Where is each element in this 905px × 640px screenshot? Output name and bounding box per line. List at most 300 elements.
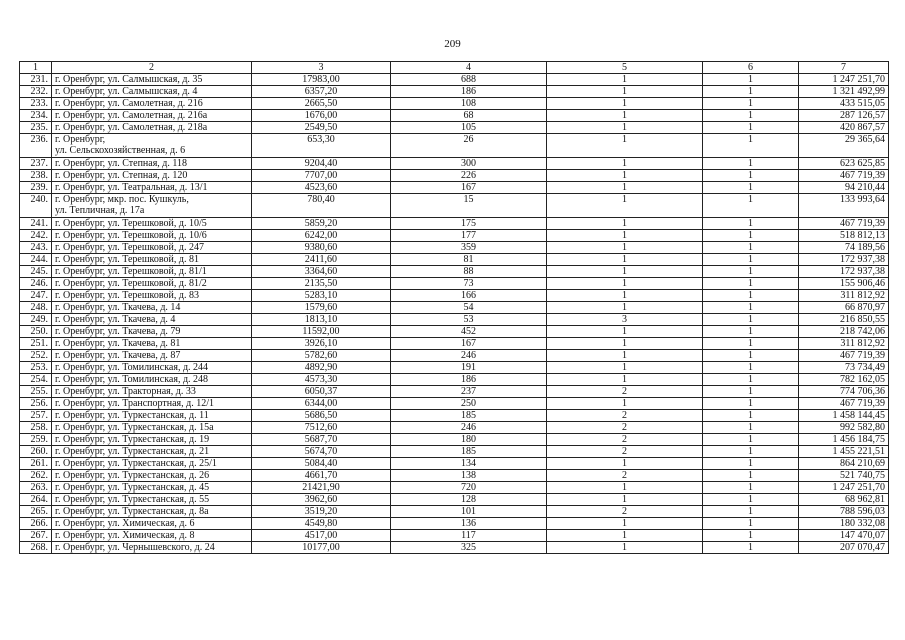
amount-cell: 864 210,69	[799, 458, 889, 470]
amount-cell: 74 189,56	[799, 242, 889, 254]
area-cell: 2549,50	[252, 122, 391, 134]
table-row	[20, 482, 889, 494]
count-cell: 88	[391, 266, 547, 278]
col5-cell: 1	[547, 362, 703, 374]
amount-cell: 1 321 492,99	[799, 86, 889, 98]
col6-cell: 1	[703, 518, 799, 530]
row-index-cell: 242.	[20, 230, 52, 242]
table-row	[20, 374, 889, 386]
col6-cell: 1	[703, 350, 799, 362]
col5-cell: 2	[547, 422, 703, 434]
col5-cell: 2	[547, 506, 703, 518]
row-index-cell: 235.	[20, 122, 52, 134]
table-row	[20, 86, 889, 98]
row-index-cell: 257.	[20, 410, 52, 422]
amount-cell: 172 937,38	[799, 266, 889, 278]
col6-cell: 1	[703, 122, 799, 134]
row-index-cell: 251.	[20, 338, 52, 350]
amount-cell: 147 470,07	[799, 530, 889, 542]
page-number: 209	[444, 38, 461, 50]
amount-cell: 1 456 184,75	[799, 434, 889, 446]
area-cell: 3364,60	[252, 266, 391, 278]
table-row	[20, 302, 889, 314]
table-row	[20, 446, 889, 458]
col5-cell: 1	[547, 86, 703, 98]
count-cell: 720	[391, 482, 547, 494]
address-cell: г. Оренбург, ул. Терешковой, д. 81/2	[52, 278, 252, 290]
amount-cell: 29 365,64	[799, 134, 889, 158]
address-cell: г. Оренбург, ул. Тракторная, д. 33	[52, 386, 252, 398]
count-cell: 108	[391, 98, 547, 110]
amount-cell: 992 582,80	[799, 422, 889, 434]
table-row	[20, 254, 889, 266]
count-cell: 185	[391, 410, 547, 422]
amount-cell: 133 993,64	[799, 194, 889, 218]
col6-cell: 1	[703, 326, 799, 338]
amount-cell: 467 719,39	[799, 218, 889, 230]
amount-cell: 467 719,39	[799, 350, 889, 362]
row-index-cell: 266.	[20, 518, 52, 530]
area-cell: 5674,70	[252, 446, 391, 458]
amount-cell: 68 962,81	[799, 494, 889, 506]
area-cell: 9380,60	[252, 242, 391, 254]
table-row	[20, 98, 889, 110]
count-cell: 54	[391, 302, 547, 314]
amount-cell: 433 515,05	[799, 98, 889, 110]
table-row	[20, 242, 889, 254]
row-index-cell: 254.	[20, 374, 52, 386]
col5-cell: 1	[547, 542, 703, 554]
count-cell: 300	[391, 158, 547, 170]
col5-cell: 1	[547, 350, 703, 362]
col5-cell: 1	[547, 518, 703, 530]
column-header: 2	[52, 62, 252, 74]
table-row	[20, 422, 889, 434]
address-cell: г. Оренбург, ул. Терешковой, д. 247	[52, 242, 252, 254]
row-index-cell: 268.	[20, 542, 52, 554]
area-cell: 5687,70	[252, 434, 391, 446]
row-index-cell: 264.	[20, 494, 52, 506]
count-cell: 53	[391, 314, 547, 326]
row-index-cell: 255.	[20, 386, 52, 398]
table-row	[20, 266, 889, 278]
row-index-cell: 256.	[20, 398, 52, 410]
col6-cell: 1	[703, 86, 799, 98]
table-row	[20, 194, 889, 218]
table-row	[20, 542, 889, 554]
address-cell: г. Оренбург, ул. Туркестанская, д. 25/1	[52, 458, 252, 470]
col6-cell: 1	[703, 110, 799, 122]
table-row	[20, 218, 889, 230]
address-cell: г. Оренбург, ул. Терешковой, д. 10/5	[52, 218, 252, 230]
count-cell: 186	[391, 86, 547, 98]
row-index-cell: 232.	[20, 86, 52, 98]
amount-cell: 1 247 251,70	[799, 74, 889, 86]
col5-cell: 1	[547, 122, 703, 134]
amount-cell: 623 625,85	[799, 158, 889, 170]
area-cell: 2411,60	[252, 254, 391, 266]
address-cell: г. Оренбург, ул. Терешковой, д. 81/1	[52, 266, 252, 278]
address-cell: г. Оренбург, ул. Ткачева, д. 81	[52, 338, 252, 350]
address-cell: г. Оренбург, ул. Ткачева, д. 79	[52, 326, 252, 338]
table-body	[20, 74, 889, 554]
amount-cell: 521 740,75	[799, 470, 889, 482]
col6-cell: 1	[703, 158, 799, 170]
col5-cell: 1	[547, 110, 703, 122]
col6-cell: 1	[703, 266, 799, 278]
address-cell: г. Оренбург, ул. Туркестанская, д. 21	[52, 446, 252, 458]
area-cell: 5686,50	[252, 410, 391, 422]
count-cell: 136	[391, 518, 547, 530]
col6-cell: 1	[703, 446, 799, 458]
table-row	[20, 338, 889, 350]
column-header: 4	[391, 62, 547, 74]
col5-cell: 2	[547, 470, 703, 482]
area-cell: 5859,20	[252, 218, 391, 230]
count-cell: 73	[391, 278, 547, 290]
table-row	[20, 386, 889, 398]
address-cell: г. Оренбург, ул. Самолетная, д. 218а	[52, 122, 252, 134]
table-row	[20, 518, 889, 530]
address-cell: г. Оренбург, ул. Терешковой, д. 81	[52, 254, 252, 266]
count-cell: 166	[391, 290, 547, 302]
col5-cell: 3	[547, 314, 703, 326]
amount-cell: 467 719,39	[799, 170, 889, 182]
col5-cell: 2	[547, 446, 703, 458]
area-cell: 6050,37	[252, 386, 391, 398]
count-cell: 15	[391, 194, 547, 218]
row-index-cell: 238.	[20, 170, 52, 182]
table-row	[20, 326, 889, 338]
address-cell: г. Оренбург, ул. Салмышская, д. 4	[52, 86, 252, 98]
col6-cell: 1	[703, 530, 799, 542]
col5-cell: 1	[547, 218, 703, 230]
amount-cell: 311 812,92	[799, 338, 889, 350]
col6-cell: 1	[703, 410, 799, 422]
col5-cell: 1	[547, 398, 703, 410]
count-cell: 452	[391, 326, 547, 338]
address-cell: г. Оренбург, мкр. пос. Кушкуль, ул. Тепличная, д. 17а	[52, 194, 252, 218]
count-cell: 128	[391, 494, 547, 506]
col5-cell: 1	[547, 494, 703, 506]
count-cell: 688	[391, 74, 547, 86]
col6-cell: 1	[703, 386, 799, 398]
area-cell: 5283,10	[252, 290, 391, 302]
col5-cell: 1	[547, 530, 703, 542]
count-cell: 175	[391, 218, 547, 230]
table-row	[20, 398, 889, 410]
row-index-cell: 250.	[20, 326, 52, 338]
amount-cell: 788 596,03	[799, 506, 889, 518]
row-index-cell: 247.	[20, 290, 52, 302]
count-cell: 105	[391, 122, 547, 134]
area-cell: 1676,00	[252, 110, 391, 122]
table-row	[20, 182, 889, 194]
col6-cell: 1	[703, 194, 799, 218]
col5-cell: 2	[547, 386, 703, 398]
table-row	[20, 530, 889, 542]
col5-cell: 2	[547, 410, 703, 422]
area-cell: 3926,10	[252, 338, 391, 350]
table-row	[20, 134, 889, 158]
col5-cell: 1	[547, 98, 703, 110]
col6-cell: 1	[703, 494, 799, 506]
col5-cell: 1	[547, 170, 703, 182]
col6-cell: 1	[703, 302, 799, 314]
amount-cell: 1 458 144,45	[799, 410, 889, 422]
col6-cell: 1	[703, 254, 799, 266]
col6-cell: 1	[703, 182, 799, 194]
address-cell: г. Оренбург, ул. Театральная, д. 13/1	[52, 182, 252, 194]
address-cell: г. Оренбург, ул. Терешковой, д. 83	[52, 290, 252, 302]
amount-cell: 94 210,44	[799, 182, 889, 194]
area-cell: 4517,00	[252, 530, 391, 542]
address-cell: г. Оренбург, ул. Ткачева, д. 4	[52, 314, 252, 326]
row-index-cell: 244.	[20, 254, 52, 266]
area-cell: 3962,60	[252, 494, 391, 506]
address-cell: г. Оренбург, ул. Сельскохозяйственная, д. 6	[52, 134, 252, 158]
count-cell: 325	[391, 542, 547, 554]
count-cell: 167	[391, 182, 547, 194]
area-cell: 4892,90	[252, 362, 391, 374]
address-cell: г. Оренбург, ул. Химическая, д. 6	[52, 518, 252, 530]
address-cell: г. Оренбург, ул. Самолетная, д. 216	[52, 98, 252, 110]
count-cell: 180	[391, 434, 547, 446]
row-index-cell: 249.	[20, 314, 52, 326]
col6-cell: 1	[703, 434, 799, 446]
area-cell: 7512,60	[252, 422, 391, 434]
col6-cell: 1	[703, 482, 799, 494]
address-cell: г. Оренбург, ул. Томилинская, д. 244	[52, 362, 252, 374]
count-cell: 191	[391, 362, 547, 374]
address-cell: г. Оренбург, ул. Ткачева, д. 14	[52, 302, 252, 314]
col5-cell: 1	[547, 458, 703, 470]
area-cell: 653,30	[252, 134, 391, 158]
table-row	[20, 350, 889, 362]
col6-cell: 1	[703, 278, 799, 290]
area-cell: 10177,00	[252, 542, 391, 554]
area-cell: 9204,40	[252, 158, 391, 170]
table-row	[20, 470, 889, 482]
row-index-cell: 262.	[20, 470, 52, 482]
address-cell: г. Оренбург, ул. Туркестанская, д. 19	[52, 434, 252, 446]
col5-cell: 1	[547, 242, 703, 254]
address-cell: г. Оренбург, ул. Томилинская, д. 248	[52, 374, 252, 386]
row-index-cell: 246.	[20, 278, 52, 290]
column-header: 6	[703, 62, 799, 74]
column-header: 7	[799, 62, 889, 74]
column-number-row	[20, 62, 889, 74]
area-cell: 7707,00	[252, 170, 391, 182]
col6-cell: 1	[703, 134, 799, 158]
row-index-cell: 237.	[20, 158, 52, 170]
area-cell: 2135,50	[252, 278, 391, 290]
count-cell: 68	[391, 110, 547, 122]
amount-cell: 420 867,57	[799, 122, 889, 134]
area-cell: 780,40	[252, 194, 391, 218]
row-index-cell: 234.	[20, 110, 52, 122]
column-header: 1	[20, 62, 52, 74]
count-cell: 237	[391, 386, 547, 398]
amount-cell: 73 734,49	[799, 362, 889, 374]
address-cell: г. Оренбург, ул. Степная, д. 120	[52, 170, 252, 182]
col5-cell: 1	[547, 482, 703, 494]
table-row	[20, 434, 889, 446]
row-index-cell: 267.	[20, 530, 52, 542]
address-cell: г. Оренбург, ул. Туркестанская, д. 45	[52, 482, 252, 494]
address-cell: г. Оренбург, ул. Терешковой, д. 10/6	[52, 230, 252, 242]
area-cell: 5084,40	[252, 458, 391, 470]
row-index-cell: 248.	[20, 302, 52, 314]
col5-cell: 1	[547, 278, 703, 290]
table-row	[20, 362, 889, 374]
row-index-cell: 245.	[20, 266, 52, 278]
table-row	[20, 278, 889, 290]
area-cell: 21421,90	[252, 482, 391, 494]
address-cell: г. Оренбург, ул. Степная, д. 118	[52, 158, 252, 170]
row-index-cell: 233.	[20, 98, 52, 110]
row-index-cell: 260.	[20, 446, 52, 458]
table-row	[20, 74, 889, 86]
area-cell: 1579,60	[252, 302, 391, 314]
amount-cell: 66 870,97	[799, 302, 889, 314]
area-cell: 4661,70	[252, 470, 391, 482]
address-cell: г. Оренбург, ул. Туркестанская, д. 55	[52, 494, 252, 506]
col6-cell: 1	[703, 458, 799, 470]
col5-cell: 2	[547, 434, 703, 446]
address-cell: г. Оренбург, ул. Самолетная, д. 216а	[52, 110, 252, 122]
count-cell: 186	[391, 374, 547, 386]
count-cell: 134	[391, 458, 547, 470]
col5-cell: 1	[547, 290, 703, 302]
count-cell: 250	[391, 398, 547, 410]
column-header: 3	[252, 62, 391, 74]
row-index-cell: 265.	[20, 506, 52, 518]
col6-cell: 1	[703, 74, 799, 86]
count-cell: 246	[391, 350, 547, 362]
area-cell: 6357,20	[252, 86, 391, 98]
table-row	[20, 458, 889, 470]
count-cell: 185	[391, 446, 547, 458]
col6-cell: 1	[703, 338, 799, 350]
col6-cell: 1	[703, 374, 799, 386]
address-cell: г. Оренбург, ул. Транспортная, д. 12/1	[52, 398, 252, 410]
count-cell: 101	[391, 506, 547, 518]
row-index-cell: 252.	[20, 350, 52, 362]
amount-cell: 180 332,08	[799, 518, 889, 530]
col5-cell: 1	[547, 182, 703, 194]
col6-cell: 1	[703, 98, 799, 110]
row-index-cell: 239.	[20, 182, 52, 194]
col5-cell: 1	[547, 230, 703, 242]
address-cell: г. Оренбург, ул. Ткачева, д. 87	[52, 350, 252, 362]
address-cell: г. Оренбург, ул. Туркестанская, д. 8а	[52, 506, 252, 518]
col6-cell: 1	[703, 242, 799, 254]
amount-cell: 467 719,39	[799, 398, 889, 410]
area-cell: 5782,60	[252, 350, 391, 362]
amount-cell: 155 906,46	[799, 278, 889, 290]
col5-cell: 1	[547, 134, 703, 158]
col6-cell: 1	[703, 230, 799, 242]
amount-cell: 216 850,55	[799, 314, 889, 326]
count-cell: 226	[391, 170, 547, 182]
row-index-cell: 231.	[20, 74, 52, 86]
area-cell: 6242,00	[252, 230, 391, 242]
table-row	[20, 158, 889, 170]
count-cell: 138	[391, 470, 547, 482]
area-cell: 4573,30	[252, 374, 391, 386]
col6-cell: 1	[703, 218, 799, 230]
col6-cell: 1	[703, 362, 799, 374]
area-cell: 11592,00	[252, 326, 391, 338]
col5-cell: 1	[547, 302, 703, 314]
col6-cell: 1	[703, 470, 799, 482]
amount-cell: 287 126,57	[799, 110, 889, 122]
amount-cell: 207 070,47	[799, 542, 889, 554]
address-cell: г. Оренбург, ул. Туркестанская, д. 11	[52, 410, 252, 422]
col6-cell: 1	[703, 506, 799, 518]
address-cell: г. Оренбург, ул. Салмышская, д. 35	[52, 74, 252, 86]
table-row	[20, 290, 889, 302]
address-cell: г. Оренбург, ул. Чернышевского, д. 24	[52, 542, 252, 554]
area-cell: 3519,20	[252, 506, 391, 518]
amount-cell: 782 162,05	[799, 374, 889, 386]
col5-cell: 1	[547, 74, 703, 86]
table-row	[20, 122, 889, 134]
amount-cell: 311 812,92	[799, 290, 889, 302]
col5-cell: 1	[547, 338, 703, 350]
count-cell: 359	[391, 242, 547, 254]
row-index-cell: 258.	[20, 422, 52, 434]
table-row	[20, 410, 889, 422]
area-cell: 4523,60	[252, 182, 391, 194]
amount-cell: 1 247 251,70	[799, 482, 889, 494]
count-cell: 26	[391, 134, 547, 158]
col6-cell: 1	[703, 422, 799, 434]
row-index-cell: 259.	[20, 434, 52, 446]
area-cell: 6344,00	[252, 398, 391, 410]
row-index-cell: 236.	[20, 134, 52, 158]
table-row	[20, 506, 889, 518]
address-cell: г. Оренбург, ул. Химическая, д. 8	[52, 530, 252, 542]
row-index-cell: 240.	[20, 194, 52, 218]
col6-cell: 1	[703, 290, 799, 302]
table-row	[20, 314, 889, 326]
amount-cell: 218 742,06	[799, 326, 889, 338]
col6-cell: 1	[703, 398, 799, 410]
col5-cell: 1	[547, 254, 703, 266]
row-index-cell: 243.	[20, 242, 52, 254]
row-index-cell: 261.	[20, 458, 52, 470]
row-index-cell: 241.	[20, 218, 52, 230]
row-index-cell: 263.	[20, 482, 52, 494]
col5-cell: 1	[547, 158, 703, 170]
table-row	[20, 110, 889, 122]
col5-cell: 1	[547, 326, 703, 338]
amount-cell: 172 937,38	[799, 254, 889, 266]
table-row	[20, 494, 889, 506]
col6-cell: 1	[703, 314, 799, 326]
col6-cell: 1	[703, 170, 799, 182]
count-cell: 167	[391, 338, 547, 350]
col5-cell: 1	[547, 266, 703, 278]
amount-cell: 774 706,36	[799, 386, 889, 398]
area-cell: 1813,10	[252, 314, 391, 326]
col5-cell: 1	[547, 194, 703, 218]
row-index-cell: 253.	[20, 362, 52, 374]
address-cell: г. Оренбург, ул. Туркестанская, д. 26	[52, 470, 252, 482]
register-table	[19, 61, 889, 554]
